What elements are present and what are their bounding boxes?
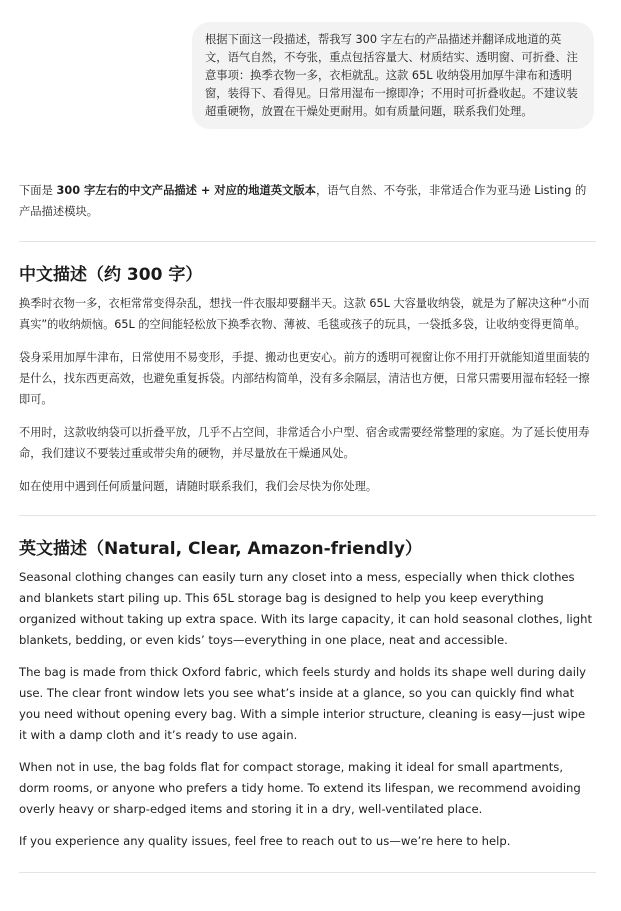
user-message-text: 根据下面这一段描述，帮我写 300 字左右的产品描述并翻译成地道的英文，语气自然，不夸张，重点包括容量大、材质结实、透明窗、可折叠、注意事项：换季衣物一多，衣柜就乱。这款 65L 收纳袋用加厚牛津布和透明窗，装得下、看得见。日常用湿布一擦即净；不用时可折叠收起。不建议装超重硬物，放置在干燥处更耐用。如有质量问题，联系我们处理。 [205,33,578,118]
english-description-section [19,537,596,852]
intro-prefix: 下面是 [19,184,57,197]
chinese-paragraph: 袋身采用加厚牛津布，日常使用不易变形，手提、搬动也更安心。前方的透明可视窗让你不用打开就能知道里面装的是什么，找东西更高效，也避免重复拆袋。内部结构简单，没有多余隔层，清洁也方便，日常只需要用湿布轻轻一擦即可。 [19,351,590,406]
english-paragraph: The bag is made from thick Oxford fabric, which feels sturdy and holds its shape well during daily use. The clear front window lets you see what’s inside at a glance, so you can quickly find what you need without opening every bag. With a simple interior structure, cleaning is easy—just wipe it with a damp cloth and it’s ready to use again. [19,665,587,742]
section-divider [19,872,596,873]
intro-suffix: ，语气自然、不夸张，非常适合作为亚马逊 Listing 的产品描述模块。 [19,184,587,218]
english-paragraph: When not in use, the bag folds flat for compact storage, making it ideal for small apartments, dorm rooms, or anyone who prefers a tidy home. To extend its lifespan, we recommend avoiding overly heavy or sharp-edged items and storing it in a dry, well-ventilated place. [19,760,581,816]
chinese-paragraph: 换季时衣物一多，衣柜常常变得杂乱，想找一件衣服却要翻半天。这款 65L 大容量收纳袋，就是为了解决这种“小而真实”的收纳烦恼。65L 的空间能轻松放下换季衣物、薄被、毛毯或孩子的玩具，一袋抵多袋，让收纳变得更简单。 [19,297,590,331]
section-divider [19,515,596,516]
intro-bold: 300 字左右的中文产品描述 + 对应的地道英文版本 [56,184,316,197]
section-divider [19,241,596,242]
chinese-paragraph: 不用时，这款收纳袋可以折叠平放，几乎不占空间，非常适合小户型、宿舍或需要经常整理的家庭。为了延长使用寿命，我们建议不要装过重或带尖角的硬物，并尽量放在干燥通风处。 [19,426,590,460]
chinese-paragraph: 如在使用中遇到任何质量问题，请随时联系我们，我们会尽快为你处理。 [19,480,378,493]
english-paragraph: If you experience any quality issues, feel free to reach out to us—we’re here to help. [19,834,511,848]
user-message-bubble [192,22,594,129]
english-heading: 英文描述（Natural, Clear, Amazon-friendly） [19,539,422,559]
chinese-heading: 中文描述（约 300 字） [19,265,203,285]
response-intro [19,180,596,222]
assistant-response [19,180,596,873]
english-paragraph: Seasonal clothing changes can easily turn any closet into a mess, especially when thick clothes and blankets start piling up. This 65L storage bag is designed to help you keep everything organized without taking up extra space. With its large capacity, it can hold seasonal clothes, light blankets, bedding, or even kids’ toys—everything in one place, neat and accessible. [19,570,593,647]
chinese-description-section [19,263,596,497]
